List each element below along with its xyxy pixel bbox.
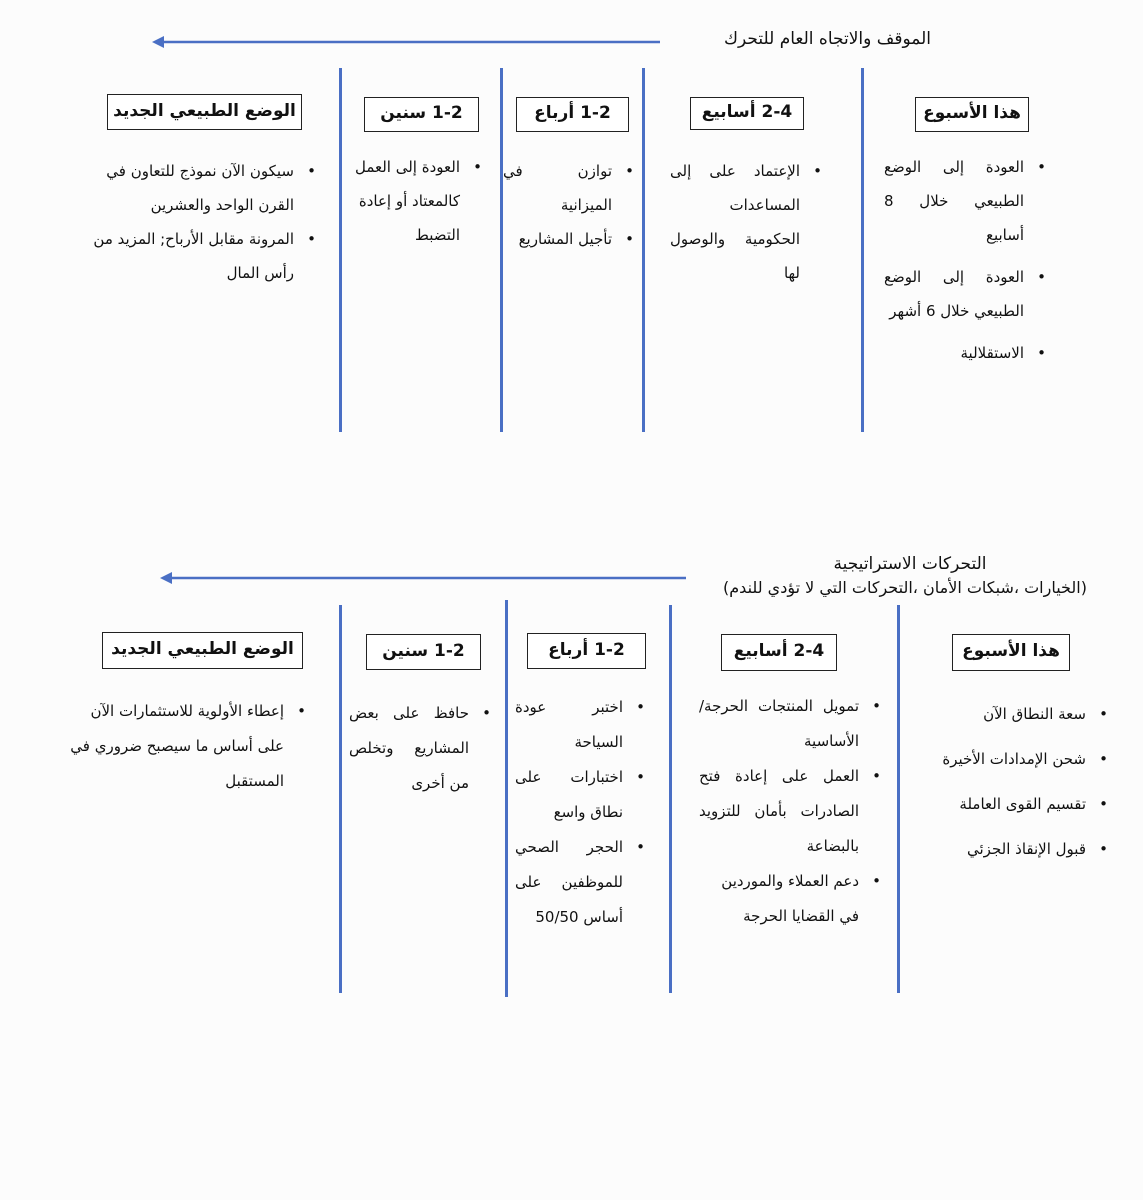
list-item: • إعطاء الأولوية للاستثمارات الآن على أساس ما سيصبح ضروري في المستقبل <box>60 694 284 799</box>
section2-divider <box>339 605 342 993</box>
column-header-new-normal: الوضع الطبيعي الجديد <box>102 632 303 669</box>
list-item: • المرونة مقابل الأرباح; المزيد من رأس المال <box>76 222 294 290</box>
column-header-new-normal: الوضع الطبيعي الجديد <box>107 94 302 130</box>
list-item: • اختبارات على نطاق واسع <box>515 760 623 830</box>
column-header-1-2-quarters: 1-2 أرباع <box>516 97 629 132</box>
column-header-2-4-weeks: 2-4 أسابيع <box>690 97 804 130</box>
section2-subtitle: (الخيارات ،شبكات الأمان ،التحركات التي لا تؤدي للندم) <box>723 578 1087 597</box>
list-item: • تمويل المنتجات الحرجة/ الأساسية <box>699 689 859 759</box>
column-items-1-2-quarters <box>515 690 641 935</box>
list-item: • سيكون الآن نموذج للتعاون في القرن الواحد والعشرين <box>76 154 294 222</box>
list-item: • تقسيم القوى العاملة <box>920 782 1086 827</box>
list-item: • اختبر عودة السياحة <box>515 690 623 760</box>
list-item: • توازن في الميزانية <box>503 154 612 222</box>
list-item: • الإعتماد على إلى المساعدات الحكومية والوصول لها <box>670 154 800 290</box>
column-items-this-week <box>920 692 1104 872</box>
section2-divider <box>505 600 508 997</box>
section2-divider <box>669 605 672 993</box>
list-item: • العودة إلى الوضع الطبيعي خلال 8 أسابيع <box>884 150 1024 252</box>
column-items-1-2-years <box>349 696 487 801</box>
column-header-1-2-quarters: 1-2 أرباع <box>527 633 646 669</box>
list-item: • تأجيل المشاريع <box>503 222 612 256</box>
list-item: • سعة النطاق الآن <box>920 692 1086 737</box>
list-item: • دعم العملاء والموردين في القضايا الحرجة <box>699 864 859 934</box>
section2-title: التحركات الاستراتيجية <box>833 554 987 574</box>
list-item: • الاستقلالية <box>884 336 1024 370</box>
column-header-1-2-years: 1-2 سنين <box>364 97 479 132</box>
list-item: • شحن الإمدادات الأخيرة <box>920 737 1086 782</box>
list-item: • العودة إلى العمل كالمعتاد أو إعادة التضبط <box>352 150 460 252</box>
column-header-1-2-years: 1-2 سنين <box>366 634 481 670</box>
list-item: • العمل على إعادة فتح الصادرات بأمان للتزويد بالبضاعة <box>699 759 859 864</box>
column-header-2-4-weeks: 2-4 أسابيع <box>721 634 837 671</box>
column-header-this-week: هذا الأسبوع <box>952 634 1070 671</box>
column-items-new-normal <box>60 694 302 799</box>
column-items-2-4-weeks <box>699 689 877 934</box>
list-item: • حافظ على بعض المشاريع وتخلص من أخرى <box>349 696 469 801</box>
section1-title: الموقف والاتجاه العام للتحرك <box>724 29 931 49</box>
section2-direction-arrow <box>158 570 688 586</box>
column-header-this-week: هذا الأسبوع <box>915 97 1029 132</box>
list-item: • العودة إلى الوضع الطبيعي خلال 6 أشهر <box>884 260 1024 328</box>
section2-divider <box>897 605 900 993</box>
list-item: • الحجر الصحي للموظفين على أساس 50/50 <box>515 830 623 935</box>
list-item: • قبول الإنقاذ الجزئي <box>920 827 1086 872</box>
